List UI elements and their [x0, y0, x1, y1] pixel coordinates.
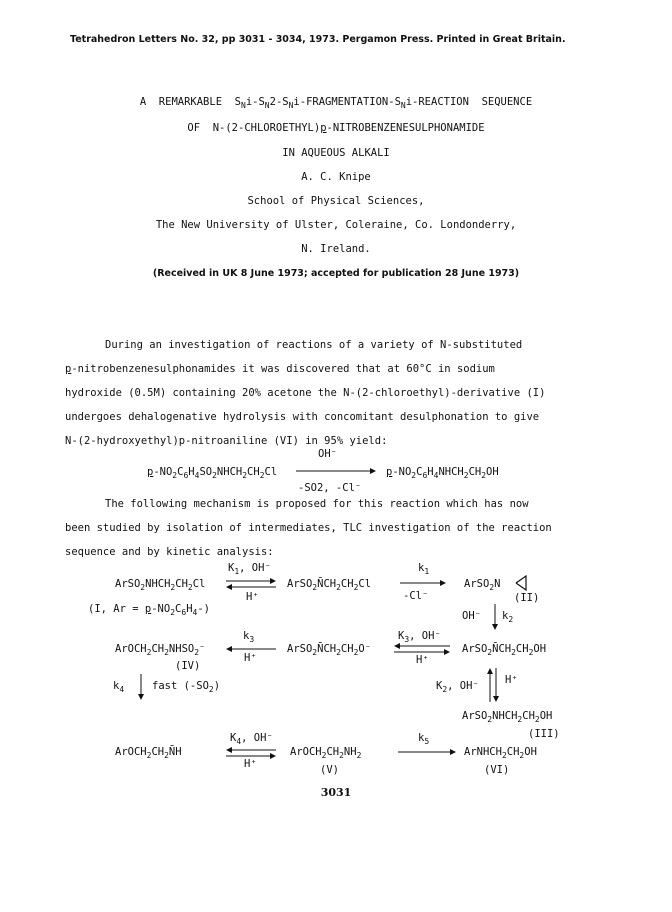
scheme-II: ArSO$_2$N — [464, 578, 501, 593]
eq-K2-right: H⁺ — [505, 674, 518, 686]
scheme-k3-h: H⁺ — [244, 652, 257, 664]
scheme-k3: $k_3$ — [243, 630, 255, 645]
eq1-below: -SO2, -Cl⁻ — [298, 482, 362, 494]
scheme-VI-label: (VI) — [484, 764, 510, 776]
page-number: 3031 — [320, 786, 352, 799]
scheme-anion-1: $ArSO_2N̄CH_2CH_2Cl$ — [287, 578, 372, 593]
eq1-arrow — [296, 466, 376, 476]
scheme-V: $ArOCH_2CH_2NH_2$ — [290, 746, 362, 761]
para1-line-5: N-(2-hydroxyethyl)p-nitroaniline (VI) in 95% yield: — [65, 435, 388, 447]
title-line-3: IN AQUEOUS ALKALI — [282, 147, 390, 159]
scheme-minus-cl: -Cl⁻ — [403, 590, 429, 602]
down2-left: $k_4$ — [113, 680, 125, 695]
scheme-IV: $ArOCH_2CH_2NHSO_2^-$ — [115, 643, 206, 658]
arrow-k5 — [398, 747, 456, 757]
para1-line-2: p-nitrobenzenesulphonamides it was discovered that at 60°C in sodium — [65, 363, 495, 375]
down1-right: $k_2$ — [502, 610, 514, 625]
affiliation-1: School of Physical Sciences, — [247, 195, 425, 207]
down2-right: fast $(-SO_2)$ — [152, 680, 221, 695]
arrow-k1 — [400, 578, 446, 588]
scheme-a1-bottom: H⁺ — [246, 591, 259, 603]
aziridine-ring-icon — [514, 574, 528, 592]
affiliation-3: N. Ireland. — [301, 243, 371, 255]
scheme-dianion: $ArSO_2N̄CH_2CH_2O^-$ — [287, 643, 372, 658]
scheme-VI: $ArNHCH_2CH_2OH$ — [464, 746, 537, 761]
scheme-V-label: (V) — [320, 764, 339, 776]
received-line: (Received in UK 8 June 1973; accepted for publication 28 June 1973) — [152, 268, 520, 279]
scheme-K4: $K_4$, OH⁻ — [230, 732, 273, 747]
scheme-K4-h: H⁺ — [244, 758, 257, 770]
down-arrow-k2 — [490, 604, 500, 630]
scheme-IV-label: (IV) — [175, 660, 201, 672]
para2-line-1: The following mechanism is proposed for this reaction which has now — [105, 498, 529, 510]
scheme-III-label: (III) — [528, 728, 560, 740]
scheme-K3: $K_3$, OH⁻ — [398, 630, 441, 645]
author: A. C. Knipe — [301, 171, 371, 183]
para2-line-3: sequence and by kinetic analysis: — [65, 546, 274, 558]
eq1-left: $p-NO_2C_6H_4SO_2NHCH_2CH_2Cl$ — [147, 466, 278, 481]
title-line-2: OF N-(2-CHLOROETHYL)p-NITROBENZENESULPHONAMIDE — [187, 122, 485, 134]
scheme-amide-anion: $ArOCH_2CH_2N̄H$ — [115, 746, 182, 761]
para1-line-3: hydroxide (0.5M) containing 20% acetone the N-(2-chloroethyl)-derivative (I) — [65, 387, 546, 399]
para1-line-4: undergoes dehalogenative hydrolysis with concomitant desulphonation to give — [65, 411, 540, 423]
scheme-I: $ArSO_2NHCH_2CH_2Cl$ — [115, 578, 206, 593]
scheme-K3-h: H⁺ — [416, 654, 429, 666]
scheme-I-note: (I, $Ar = p-NO_2C_6H_4-$) — [88, 603, 210, 618]
eq-arrow-K2 — [486, 668, 500, 702]
scheme-anion-oh: $ArSO_2N̄CH_2CH_2OH$ — [462, 643, 547, 658]
scheme-a1-top: $K_1$, OH⁻ — [228, 562, 271, 577]
eq1-above: OH⁻ — [318, 448, 337, 460]
scheme-II-label: (II) — [514, 592, 540, 604]
para2-line-2: been studied by isolation of intermediates, TLC investigation of the reaction — [65, 522, 552, 534]
journal-header: Tetrahedron Letters No. 32, pp 3031 - 3034, 1973. Pergamon Press. Printed in Great Britain. — [70, 34, 566, 45]
down1-left: OH⁻ — [462, 610, 481, 622]
eq-K2-left: $K_2$, OH⁻ — [436, 680, 479, 695]
eq-arrow-1 — [226, 578, 276, 590]
down-arrow-k4 — [136, 674, 146, 700]
scheme-k1: $k_1$ — [418, 562, 430, 577]
eq1-right: $p-NO_2C_6H_4NHCH_2CH_2OH$ — [386, 466, 499, 481]
title-line-1: A REMARKABLE $S_Ni-S_N2-S_Ni-FRAGMENTATION-S_Ni$-REACTION SEQUENCE — [139, 96, 533, 111]
affiliation-2: The New University of Ulster, Coleraine, Co. Londonderry, — [155, 219, 517, 231]
scheme-III: $ArSO_2NHCH_2CH_2OH$ — [462, 710, 553, 725]
scheme-k5: $k_5$ — [418, 732, 430, 747]
para1-line-1: During an investigation of reactions of a variety of N-substituted — [105, 339, 523, 351]
